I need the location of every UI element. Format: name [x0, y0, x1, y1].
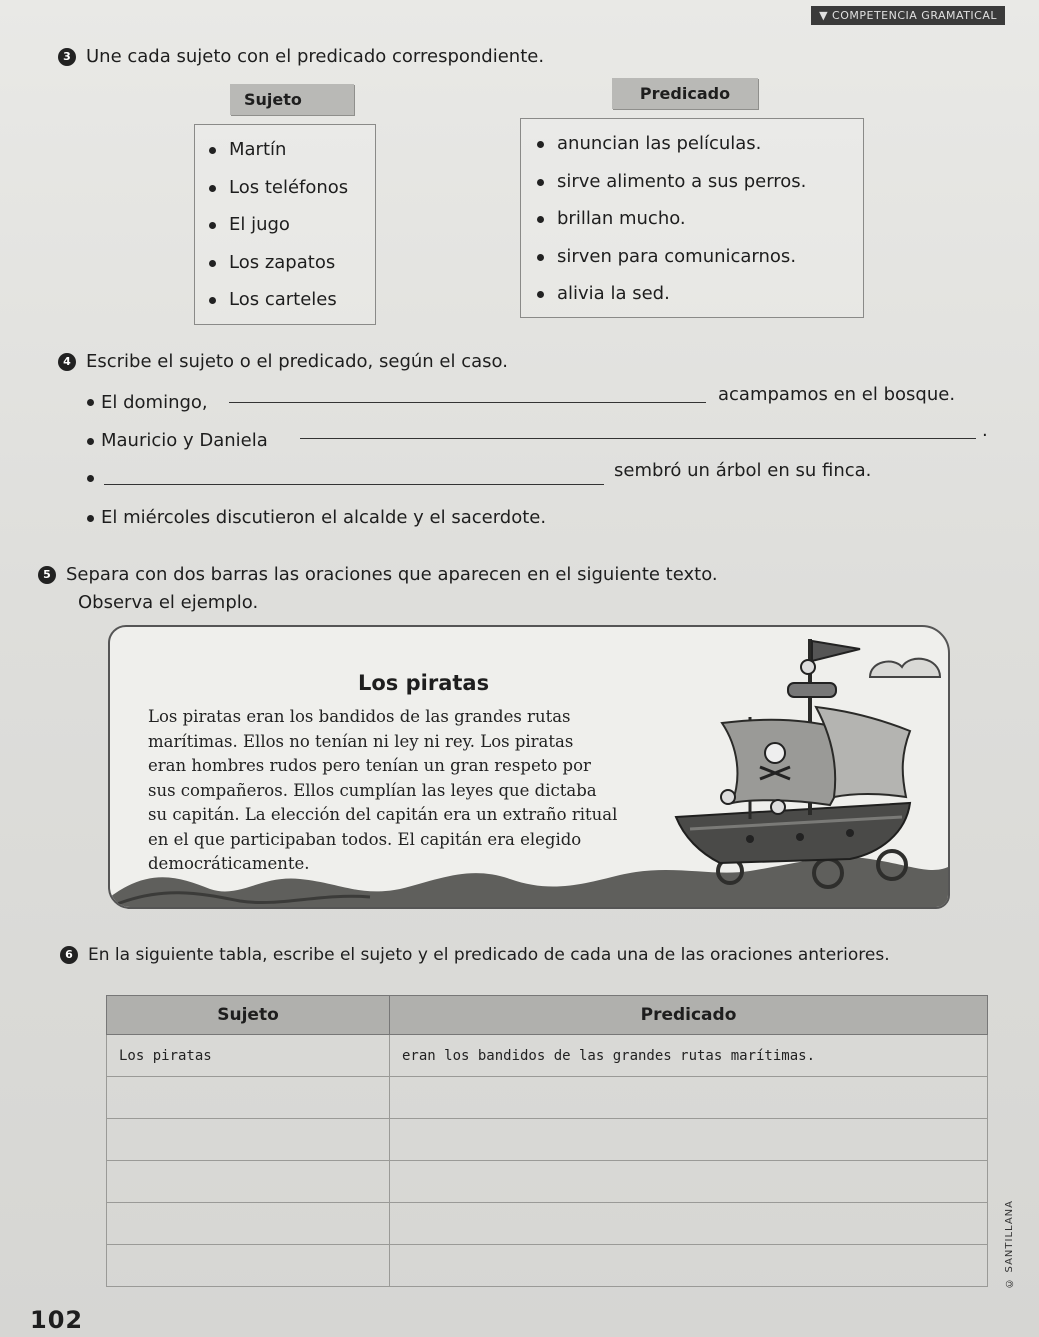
copyright-notice: © SANTILLANA: [1004, 1200, 1015, 1289]
answer-blank-3[interactable]: [104, 484, 604, 485]
ex4-line1-end: acampamos en el bosque.: [718, 384, 956, 405]
bullet: [87, 475, 94, 482]
answer-blank-1[interactable]: [229, 402, 706, 403]
exercise-4-instruction: [58, 351, 508, 372]
sujeto-predicado-table: [106, 995, 988, 1287]
predicado-item[interactable]: alivia la sed.: [557, 283, 806, 321]
story-line: en el que participaban todos. El capitán era elegido: [148, 829, 582, 849]
story-line: marítimas. Ellos no tenían ni ley ni rey. Los piratas: [148, 731, 574, 751]
table-cell-sujeto[interactable]: [107, 1161, 390, 1203]
exercise-number: 5: [38, 566, 56, 584]
story-line: democráticamente.: [148, 854, 310, 873]
table-row: [107, 1119, 988, 1161]
predicado-label: Predicado: [612, 78, 758, 109]
ex4-line2-end: .: [982, 420, 988, 441]
bullet: [87, 438, 94, 445]
exercise-5-instruction: [38, 564, 718, 585]
sujeto-item[interactable]: El jugo: [229, 214, 348, 252]
exercise-3-instruction: [58, 46, 544, 67]
page-number: 102: [30, 1306, 84, 1334]
column-header-predicado: Predicado: [390, 996, 988, 1035]
instruction-text: Escribe el sujeto o el predicado, según el caso.: [86, 351, 508, 372]
predicado-item[interactable]: sirven para comunicarnos.: [557, 246, 806, 284]
table-row: [107, 1035, 988, 1077]
story-title: Los piratas: [358, 671, 490, 695]
exercise-number: 3: [58, 48, 76, 66]
ex4-line3-end: sembró un árbol en su finca.: [614, 460, 872, 481]
sujeto-item[interactable]: Los carteles: [229, 289, 348, 327]
table-cell-sujeto[interactable]: [107, 1119, 390, 1161]
instruction-text: Une cada sujeto con el predicado correspondiente.: [86, 46, 545, 67]
table-row: [107, 1245, 988, 1287]
predicado-item[interactable]: sirve alimento a sus perros.: [557, 171, 806, 209]
sujeto-item[interactable]: Martín: [229, 139, 348, 177]
instruction-text: En la siguiente tabla, escribe el sujeto y el predicado de cada una de las oraciones anteriores.: [88, 945, 890, 965]
table-cell-predicado[interactable]: [390, 1203, 988, 1245]
table-row: [107, 1161, 988, 1203]
sujeto-item[interactable]: Los teléfonos: [229, 177, 348, 215]
exercise-number: 4: [58, 353, 76, 371]
section-tag: ▼ COMPETENCIA GRAMATICAL: [811, 6, 1005, 25]
story-line: sus compañeros. Ellos cumplían las leyes que dictaba: [148, 780, 597, 800]
table-cell-sujeto[interactable]: [107, 1245, 390, 1287]
pirate-ship-illustration: [110, 627, 948, 907]
sujeto-label: Sujeto: [230, 84, 354, 115]
sujeto-item[interactable]: Los zapatos: [229, 252, 348, 290]
table-cell-predicado[interactable]: eran los bandidos de las grandes rutas marítimas.: [390, 1035, 988, 1077]
answer-blank-2[interactable]: [300, 438, 976, 439]
exercise-6-instruction: [60, 945, 890, 965]
table-cell-sujeto[interactable]: Los piratas: [107, 1035, 390, 1077]
exercise-number: 6: [60, 946, 78, 964]
bullet: [87, 515, 94, 522]
story-line: su capitán. La elección del capitán era un extraño ritual: [148, 805, 618, 824]
table-cell-predicado[interactable]: [390, 1245, 988, 1287]
table-cell-sujeto[interactable]: [107, 1077, 390, 1119]
table-header-row: [107, 996, 988, 1035]
instruction-text: Separa con dos barras las oraciones que aparecen en el siguiente texto.: [66, 564, 718, 585]
column-header-sujeto: Sujeto: [107, 996, 390, 1035]
sujeto-list-box: [194, 124, 376, 325]
table-cell-predicado[interactable]: [390, 1077, 988, 1119]
table-row: [107, 1203, 988, 1245]
table-cell-predicado[interactable]: [390, 1119, 988, 1161]
table-cell-sujeto[interactable]: [107, 1203, 390, 1245]
ex4-line1-start: El domingo,: [101, 392, 208, 413]
section-tag-label: COMPETENCIA GRAMATICAL: [832, 9, 997, 22]
story-line: eran hombres rudos pero tenían un gran respeto por: [148, 756, 591, 775]
predicado-list-box: [520, 118, 864, 318]
predicado-item[interactable]: brillan mucho.: [557, 208, 806, 246]
ex4-line2-start: Mauricio y Daniela: [101, 430, 268, 451]
story-box: [108, 625, 950, 909]
table-cell-predicado[interactable]: [390, 1161, 988, 1203]
exercise-5-instruction-line2: Observa el ejemplo.: [78, 592, 259, 613]
predicado-item[interactable]: anuncian las películas.: [557, 133, 806, 171]
story-line: Los piratas eran los bandidos de las grandes rutas: [148, 707, 571, 726]
table-row: [107, 1077, 988, 1119]
bullet: [87, 399, 94, 406]
ex4-line4: El miércoles discutieron el alcalde y el sacerdote.: [101, 507, 547, 528]
